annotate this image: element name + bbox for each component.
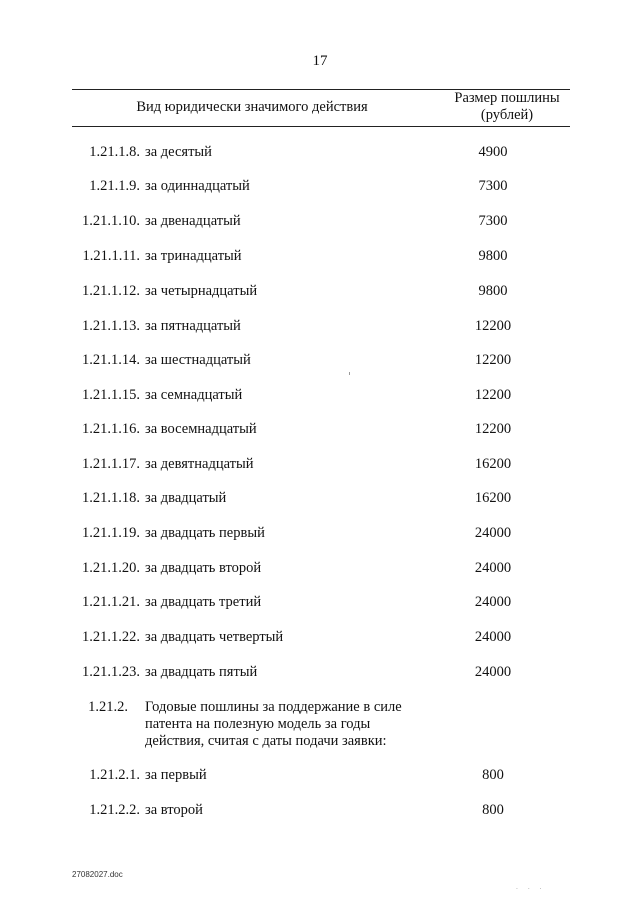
row-amount: 24000 — [474, 629, 512, 645]
row-description: за одиннадцатый — [145, 178, 250, 194]
header-fee-label — [444, 90, 570, 124]
row-amount: 24000 — [474, 594, 512, 610]
row-amount: 16200 — [474, 456, 512, 472]
row-description: за второй — [145, 802, 203, 818]
row-amount: 9800 — [478, 283, 508, 299]
row-amount: 4900 — [478, 144, 508, 160]
header-fee-label-line1: Размер пошлины — [454, 90, 560, 106]
row-code: 1.21.2.2. — [89, 802, 140, 818]
row-amount: 800 — [482, 802, 504, 818]
header-action-label: Вид юридически значимого действия — [136, 99, 368, 115]
row-description: за шестнадцатый — [145, 352, 251, 368]
row-description: за пятнадцатый — [145, 318, 241, 334]
row-code: 1.21.1.18. — [82, 490, 140, 506]
row-code: 1.21.1.8. — [89, 144, 140, 160]
header-fee-label-line2: (рублей) — [480, 107, 534, 123]
row-description: за двадцать третий — [145, 594, 262, 610]
row-code: 1.21.1.13. — [82, 318, 140, 334]
row-code: 1.21.1.19. — [82, 525, 140, 541]
page-number: 17 — [312, 53, 328, 69]
row-code: 1.21.1.22. — [82, 629, 140, 645]
row-amount: 24000 — [474, 525, 512, 541]
row-description: за двадцать первый — [145, 525, 265, 541]
row-description: за первый — [145, 767, 207, 783]
row-code: 1.21.1.20. — [82, 560, 140, 576]
row-description: за двадцать второй — [145, 560, 262, 576]
row-code: 1.21.1.16. — [82, 421, 140, 437]
row-description: за двадцать четвертый — [145, 629, 284, 645]
row-description: за четырнадцатый — [145, 283, 258, 299]
row-amount: 12200 — [474, 421, 512, 437]
row-code: 1.21.1.11. — [82, 248, 140, 264]
row-code: 1.21.1.21. — [82, 594, 140, 610]
row-code: 1.21.2.1. — [89, 767, 140, 783]
scan-artifact-dots: · · · — [516, 886, 546, 893]
row-code: 1.21.1.12. — [82, 283, 140, 299]
row-amount: 7300 — [478, 213, 508, 229]
row-description: за девятнадцатый — [145, 456, 254, 472]
row-amount: 12200 — [474, 387, 512, 403]
row-description: за десятый — [145, 144, 212, 160]
row-code: 1.21.1.9. — [89, 178, 140, 194]
row-description: за восемнадцатый — [145, 421, 257, 437]
row-code: 1.21.1.15. — [82, 387, 140, 403]
row-description: за семнадцатый — [145, 387, 243, 403]
row-code: 1.21.1.17. — [82, 456, 140, 472]
row-amount: 24000 — [474, 664, 512, 680]
row-amount: 12200 — [474, 318, 512, 334]
scan-mark — [349, 372, 350, 375]
row-description: за двадцать пятый — [145, 664, 258, 680]
row-description: за двадцатый — [145, 490, 227, 506]
row-description: за двенадцатый — [145, 213, 241, 229]
row-amount: 7300 — [478, 178, 508, 194]
group-description: Годовые пошлины за поддержание в силе патента на полезную модель за годы действия, считая с даты подачи заявки: — [145, 699, 402, 749]
row-amount: 24000 — [474, 560, 512, 576]
row-code: 1.21.1.10. — [82, 213, 140, 229]
row-amount: 9800 — [478, 248, 508, 264]
row-amount: 16200 — [474, 490, 512, 506]
group-code: 1.21.2. — [88, 699, 128, 715]
table-header — [72, 89, 570, 127]
row-amount: 800 — [482, 767, 504, 783]
row-code: 1.21.1.14. — [82, 352, 140, 368]
row-code: 1.21.1.23. — [82, 664, 140, 680]
row-description: за тринадцатый — [145, 248, 242, 264]
footer-document-name: 27082027.doc — [72, 870, 123, 879]
row-amount: 12200 — [474, 352, 512, 368]
